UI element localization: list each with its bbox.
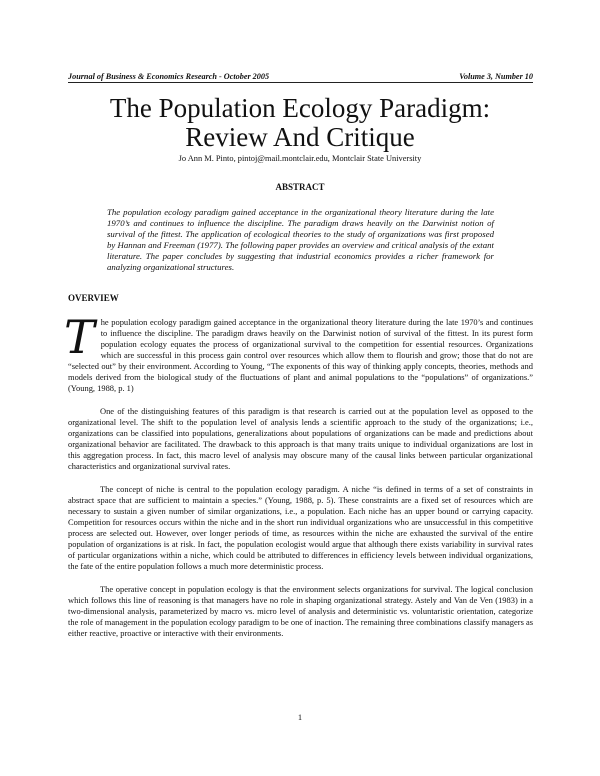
volume-number: Volume 3, Number 10	[459, 72, 533, 81]
author-line: Jo Ann M. Pinto, pintoj@mail.montclair.edu, Montclair State University	[178, 154, 422, 163]
paragraph: The concept of niche is central to the population ecology paradigm. A niche “is defined in terms of a set of constraints in abstract space that are sufficient to maintain a species.” (Young, 1988, p. 5). These constraints are a fixed set of resources which are necessary to sustain a given number of similar organizations, i.e., a population. Each niche has an upper bound or carrying capacity. Competition for resources occurs within the niche and in the short run individual organizations who are unsuccessful in this competitive process are selected out. However, over longer periods of time, as resources within the niche are exhausted the survival of the entire population of organizations is at risk. In fact, the population ecologist would argue that although there exists variability in survival rates of particular organizations within a niche, which could be attributed to differences in efficiency levels between individual organizations, the fate of the entire population follows a much more deterministic process.	[68, 484, 533, 571]
journal-name: Journal of Business & Economics Research - October 2005	[68, 72, 270, 81]
running-header	[68, 72, 533, 83]
paper-title	[0, 94, 600, 152]
title-line-1: The Population Ecology Paradigm:	[109, 93, 491, 123]
paragraph: The operative concept in population ecology is that the environment selects organizations for survival. The logical conclusion which follows this line of reasoning is that managers have no role in shaping organizational strategy. Astely and Van de Ven (1983) in a two-dimensional analysis, parameterized by macro vs. micro level of analysis and deterministic vs. voluntaristic orientation, categorize the role of management in the population ecology paradigm to be one of inaction. The remaining three combinations classify managers as either reactive, proactive or interactive with their environments.	[68, 584, 533, 638]
paragraph: The population ecology paradigm gained acceptance in the organizational theory literature during the late 1970’s and continues to influence the discipline. The paradigm draws heavily on the Darwinist notion of survival of the fittest. In its purest form population ecology equates the process of organizational survival to the competition for essential resources. Organizations which are successful in this process gain control over resources which allow them to flourish and grow; those that do not are “selected out” by their environment. According to Young, “The exponents of this way of thinking apply concepts, theories, methods and models derived from the biological study of the fluctuations of plant and animal populations to the “populations” of organizations.” (Young, 1988, p. 1)	[64, 310, 533, 393]
abstract-heading: ABSTRACT	[275, 182, 325, 192]
overview-heading: OVERVIEW	[68, 293, 119, 303]
page-number: 1	[297, 712, 303, 722]
drop-cap: T	[64, 310, 95, 364]
body-text	[64, 310, 533, 651]
title-line-2: Review And Critique	[185, 122, 415, 152]
paragraph: One of the distinguishing features of this paradigm is that research is carried out at the population level as opposed to the organizational level. The shift to the population level of analysis lends a scientific approach to the study of the organizations; i.e., organizations can be classified into populations, generalizations about populations of organizations can be made and predictions about organizational behavior are facilitated. The drawback to this approach is that many traits unique to individual organizations are lost in this aggregation process. In fact, this macro level of analysis may obscure many of the causal links between particular organizational characteristics and organizational survival rates.	[68, 406, 533, 471]
abstract-text: The population ecology paradigm gained acceptance in the organizational theory literature during the late 1970’s and continues to influence the discipline. The paradigm draws heavily on the Darwinist notion of survival of the fittest. The application of ecological theories to the study of organizations was first proposed by Hannan and Freeman (1977). The following paper provides an overview and critical analysis of the extant literature. The paper concludes by suggesting that industrial economics provides a richer framework for analyzing organizational structures.	[107, 207, 494, 273]
